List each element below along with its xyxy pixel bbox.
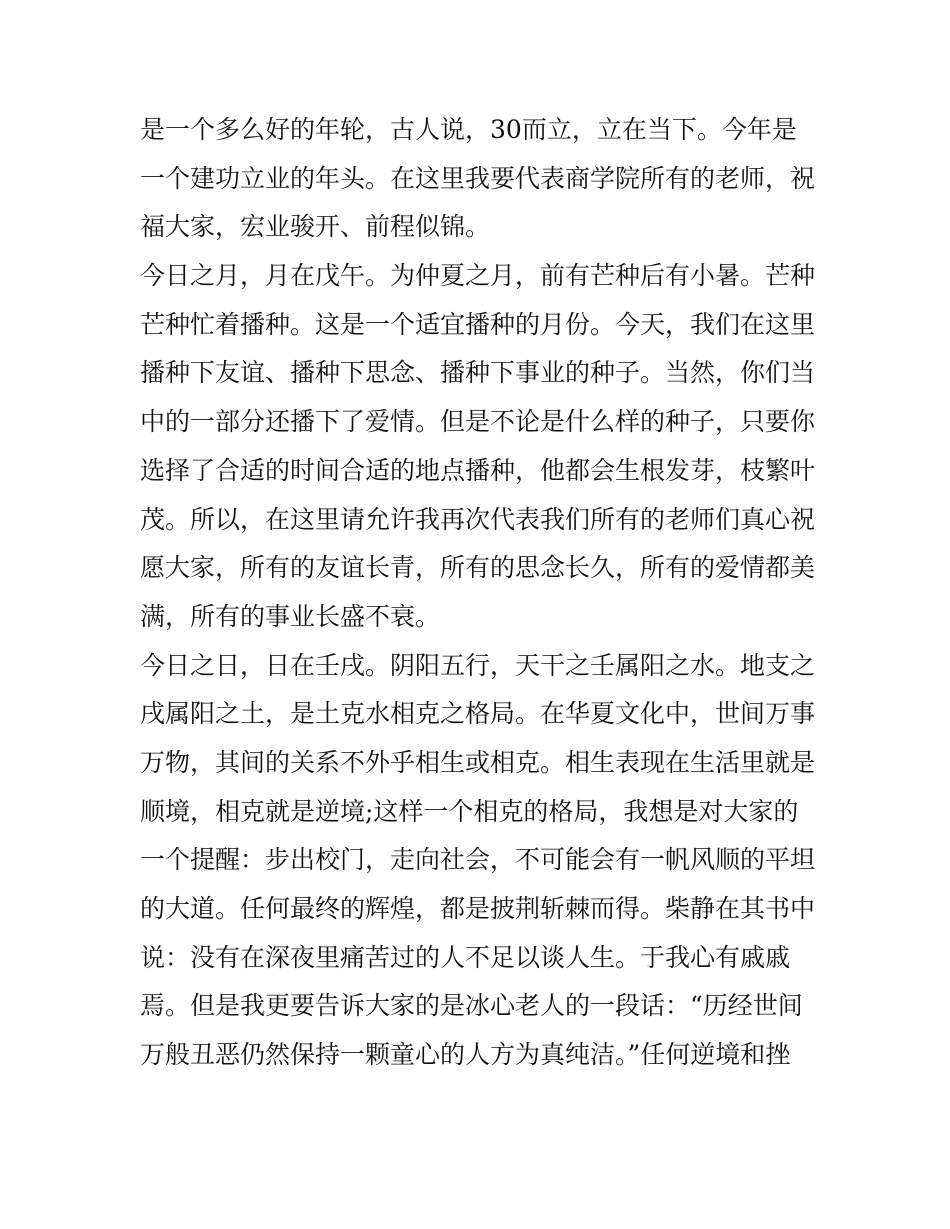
text-line: 今日之日，日在壬戌。阴阳五行，天干之壬属阳之水。地支之 <box>140 650 816 680</box>
text-line: 是一个多么好的年轮，古人说，30而立，立在当下。今年是 <box>140 115 797 144</box>
text-line: 播种下友谊、播种下思念、播种下事业的种子。当然，你们当 <box>140 358 816 388</box>
text-line: 万物，其间的关系不外乎相生或相克。相生表现在生活里就是 <box>140 747 816 777</box>
text-line: 选择了合适的时间合适的地点播种，他都会生根发芽，枝繁叶 <box>140 455 816 485</box>
text-line: 一个建功立业的年头。在这里我要代表商学院所有的老师，祝 <box>140 163 816 193</box>
text-line: 中的一部分还播下了爱情。但是不论是什么样的种子，只要你 <box>140 407 816 437</box>
text-line: 一个提醒：步出校门，走向社会，不可能会有一帆风顺的平坦 <box>140 845 816 875</box>
text-line: 戌属阳之土，是土克水相克之格局。在华夏文化中，世间万事 <box>140 699 816 729</box>
text-line: 芒种忙着播种。这是一个适宜播种的月份。今天，我们在这里 <box>140 309 816 339</box>
text-line: 愿大家，所有的友谊长青，所有的思念长久，所有的爱情都美 <box>140 553 816 583</box>
text-line: 说：没有在深夜里痛苦过的人不足以谈人生。于我心有戚戚 <box>140 942 791 972</box>
text-line: 的大道。任何最终的辉煌，都是披荆斩棘而得。柴静在其书中 <box>140 894 816 923</box>
text-line: 万般丑恶仍然保持一颗童心的人方为真纯洁。”任何逆境和挫 <box>140 1040 791 1070</box>
text-line: 茂。所以，在这里请允许我再次代表我们所有的老师们真心祝 <box>140 504 816 534</box>
document-body <box>140 106 820 1080</box>
text-line: 焉。但是我更要告诉大家的是冰心老人的一段话：“历经世间 <box>140 991 803 1021</box>
text-line: 满，所有的事业长盛不衰。 <box>140 601 441 631</box>
text-line: 今日之月，月在戊午。为仲夏之月，前有芒种后有小暑。芒种 <box>140 261 816 291</box>
text-line: 福大家，宏业骏开、前程似锦。 <box>140 212 491 242</box>
text-line: 顺境，相克就是逆境;这样一个相克的格局，我想是对大家的 <box>140 796 799 826</box>
